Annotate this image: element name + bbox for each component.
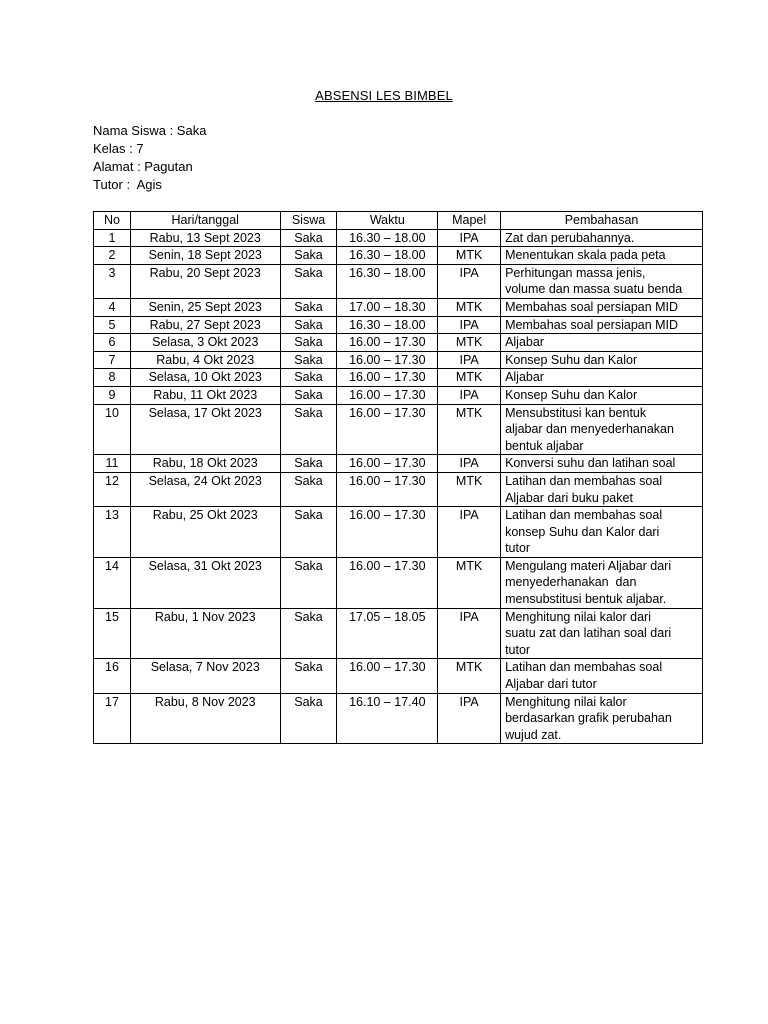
- cell-subject: IPA: [438, 229, 501, 247]
- cell-no: 12: [94, 472, 131, 506]
- cell-date: Senin, 25 Sept 2023: [130, 298, 280, 316]
- topic-line: Perhitungan massa jenis,: [505, 265, 646, 280]
- cell-subject: IPA: [438, 455, 501, 473]
- cell-topic: [501, 472, 703, 506]
- cell-subject: MTK: [438, 404, 501, 455]
- topic-line: Mensubstitusi kan bentuk: [505, 405, 647, 420]
- cell-date: Rabu, 25 Okt 2023: [130, 507, 280, 558]
- cell-student: Saka: [280, 229, 337, 247]
- cell-student: Saka: [280, 386, 337, 404]
- student-name: Nama Siswa : Saka: [93, 123, 207, 138]
- cell-topic: [501, 369, 703, 387]
- cell-subject: MTK: [438, 472, 501, 506]
- topic-line: konsep Suhu dan Kalor dari: [505, 524, 660, 539]
- cell-time: 17.00 – 18.30: [337, 298, 438, 316]
- table-header-row: [94, 212, 703, 230]
- cell-student: Saka: [280, 264, 337, 298]
- cell-topic: [501, 334, 703, 352]
- cell-topic: [501, 264, 703, 298]
- cell-subject: MTK: [438, 247, 501, 265]
- cell-date: Rabu, 18 Okt 2023: [130, 455, 280, 473]
- cell-date: Senin, 18 Sept 2023: [130, 247, 280, 265]
- table-row: [94, 557, 703, 608]
- table-row: [94, 264, 703, 298]
- cell-student: Saka: [280, 298, 337, 316]
- cell-time: 16.00 – 17.30: [337, 659, 438, 693]
- cell-subject: MTK: [438, 369, 501, 387]
- topic-line: Membahas soal persiapan MID: [505, 299, 679, 314]
- table-row: [94, 693, 703, 744]
- cell-topic: [501, 229, 703, 247]
- cell-no: 7: [94, 351, 131, 369]
- cell-topic: [501, 247, 703, 265]
- table-row: [94, 229, 703, 247]
- cell-student: Saka: [280, 369, 337, 387]
- topic-line: Aljabar: [505, 335, 544, 350]
- cell-subject: IPA: [438, 608, 501, 659]
- cell-topic: [501, 557, 703, 608]
- cell-time: 16.30 – 18.00: [337, 264, 438, 298]
- cell-no: 15: [94, 608, 131, 659]
- cell-time: 16.10 – 17.40: [337, 693, 438, 744]
- table-row: [94, 386, 703, 404]
- student-info: [93, 122, 206, 194]
- cell-subject: IPA: [438, 386, 501, 404]
- topic-line: Latihan dan membahas soal: [505, 473, 663, 488]
- topic-line: Konversi suhu dan latihan soal: [505, 456, 676, 471]
- cell-subject: IPA: [438, 264, 501, 298]
- topic-line: Menghitung nilai kalor dari: [505, 609, 651, 624]
- cell-subject: IPA: [438, 316, 501, 334]
- cell-topic: [501, 659, 703, 693]
- cell-time: 16.00 – 17.30: [337, 557, 438, 608]
- cell-no: 4: [94, 298, 131, 316]
- cell-date: Rabu, 20 Sept 2023: [130, 264, 280, 298]
- cell-no: 3: [94, 264, 131, 298]
- header-no: No: [94, 212, 131, 230]
- cell-time: 16.00 – 17.30: [337, 507, 438, 558]
- cell-student: Saka: [280, 659, 337, 693]
- cell-no: 8: [94, 369, 131, 387]
- topic-line: Mengulang materi Aljabar dari: [505, 558, 672, 573]
- topic-line: menyederhanakan dan: [505, 575, 637, 590]
- student-tutor: Tutor : Agis: [93, 177, 162, 192]
- table-row: [94, 334, 703, 352]
- cell-student: Saka: [280, 608, 337, 659]
- cell-subject: IPA: [438, 507, 501, 558]
- topic-line: Latihan dan membahas soal: [505, 660, 663, 675]
- cell-subject: MTK: [438, 659, 501, 693]
- topic-line: berdasarkan grafik perubahan: [505, 711, 672, 726]
- cell-topic: [501, 608, 703, 659]
- table-row: [94, 659, 703, 693]
- cell-student: Saka: [280, 507, 337, 558]
- cell-topic: [501, 351, 703, 369]
- cell-subject: IPA: [438, 693, 501, 744]
- cell-date: Rabu, 27 Sept 2023: [130, 316, 280, 334]
- cell-student: Saka: [280, 472, 337, 506]
- header-date: Hari/tanggal: [130, 212, 280, 230]
- cell-no: 14: [94, 557, 131, 608]
- cell-date: Selasa, 17 Okt 2023: [130, 404, 280, 455]
- table-row: [94, 507, 703, 558]
- cell-time: 16.30 – 18.00: [337, 229, 438, 247]
- cell-date: Selasa, 7 Nov 2023: [130, 659, 280, 693]
- header-student: Siswa: [280, 212, 337, 230]
- cell-student: Saka: [280, 351, 337, 369]
- topic-line: bentuk aljabar: [505, 438, 584, 453]
- cell-student: Saka: [280, 557, 337, 608]
- cell-no: 13: [94, 507, 131, 558]
- cell-topic: [501, 693, 703, 744]
- cell-date: Selasa, 24 Okt 2023: [130, 472, 280, 506]
- cell-no: 17: [94, 693, 131, 744]
- topic-line: Aljabar dari buku paket: [505, 490, 633, 505]
- cell-topic: [501, 507, 703, 558]
- cell-topic: [501, 386, 703, 404]
- cell-student: Saka: [280, 247, 337, 265]
- cell-student: Saka: [280, 455, 337, 473]
- topic-line: aljabar dan menyederhanakan: [505, 422, 674, 437]
- cell-no: 11: [94, 455, 131, 473]
- cell-subject: MTK: [438, 298, 501, 316]
- table-row: [94, 351, 703, 369]
- cell-time: 17.05 – 18.05: [337, 608, 438, 659]
- cell-no: 1: [94, 229, 131, 247]
- cell-no: 9: [94, 386, 131, 404]
- attendance-table: [93, 211, 703, 744]
- cell-no: 5: [94, 316, 131, 334]
- topic-line: mensubstitusi bentuk aljabar.: [505, 592, 667, 607]
- topic-line: Aljabar: [505, 370, 544, 385]
- topic-line: Zat dan perubahannya.: [505, 230, 635, 245]
- cell-date: Rabu, 8 Nov 2023: [130, 693, 280, 744]
- table-row: [94, 404, 703, 455]
- cell-date: Rabu, 4 Okt 2023: [130, 351, 280, 369]
- student-class: Kelas : 7: [93, 141, 144, 156]
- cell-no: 10: [94, 404, 131, 455]
- cell-date: Rabu, 13 Sept 2023: [130, 229, 280, 247]
- topic-line: tutor: [505, 541, 531, 556]
- cell-topic: [501, 316, 703, 334]
- cell-date: Selasa, 3 Okt 2023: [130, 334, 280, 352]
- table-row: [94, 455, 703, 473]
- header-subject: Mapel: [438, 212, 501, 230]
- cell-subject: IPA: [438, 351, 501, 369]
- cell-date: Rabu, 1 Nov 2023: [130, 608, 280, 659]
- cell-topic: [501, 455, 703, 473]
- topic-line: suatu zat dan latihan soal dari: [505, 626, 672, 641]
- cell-time: 16.00 – 17.30: [337, 386, 438, 404]
- cell-date: Rabu, 11 Okt 2023: [130, 386, 280, 404]
- cell-student: Saka: [280, 693, 337, 744]
- cell-time: 16.00 – 17.30: [337, 351, 438, 369]
- cell-subject: MTK: [438, 557, 501, 608]
- cell-time: 16.00 – 17.30: [337, 404, 438, 455]
- table-row: [94, 298, 703, 316]
- topic-line: Konsep Suhu dan Kalor: [505, 352, 638, 367]
- cell-time: 16.30 – 18.00: [337, 316, 438, 334]
- topic-line: wujud zat.: [505, 727, 562, 742]
- cell-time: 16.00 – 17.30: [337, 455, 438, 473]
- student-address: Alamat : Pagutan: [93, 159, 193, 174]
- cell-no: 2: [94, 247, 131, 265]
- topic-line: Menghitung nilai kalor: [505, 694, 627, 709]
- cell-date: Selasa, 31 Okt 2023: [130, 557, 280, 608]
- table-row: [94, 472, 703, 506]
- topic-line: tutor: [505, 642, 531, 657]
- table-body: [94, 229, 703, 744]
- table-row: [94, 369, 703, 387]
- document-title: ABSENSI LES BIMBEL: [315, 88, 453, 103]
- table-row: [94, 316, 703, 334]
- cell-date: Selasa, 10 Okt 2023: [130, 369, 280, 387]
- cell-student: Saka: [280, 334, 337, 352]
- table-row: [94, 247, 703, 265]
- cell-topic: [501, 298, 703, 316]
- header-time: Waktu: [337, 212, 438, 230]
- cell-time: 16.00 – 17.30: [337, 472, 438, 506]
- topic-line: Menentukan skala pada peta: [505, 248, 666, 263]
- cell-time: 16.30 – 18.00: [337, 247, 438, 265]
- header-topic: Pembahasan: [501, 212, 703, 230]
- topic-line: Konsep Suhu dan Kalor: [505, 387, 638, 402]
- cell-subject: MTK: [438, 334, 501, 352]
- cell-no: 16: [94, 659, 131, 693]
- cell-time: 16.00 – 17.30: [337, 369, 438, 387]
- cell-topic: [501, 404, 703, 455]
- topic-line: Aljabar dari tutor: [505, 677, 597, 692]
- topic-line: Latihan dan membahas soal: [505, 508, 663, 523]
- topic-line: Membahas soal persiapan MID: [505, 317, 679, 332]
- cell-student: Saka: [280, 404, 337, 455]
- cell-student: Saka: [280, 316, 337, 334]
- topic-line: volume dan massa suatu benda: [505, 282, 683, 297]
- table-row: [94, 608, 703, 659]
- cell-no: 6: [94, 334, 131, 352]
- cell-time: 16.00 – 17.30: [337, 334, 438, 352]
